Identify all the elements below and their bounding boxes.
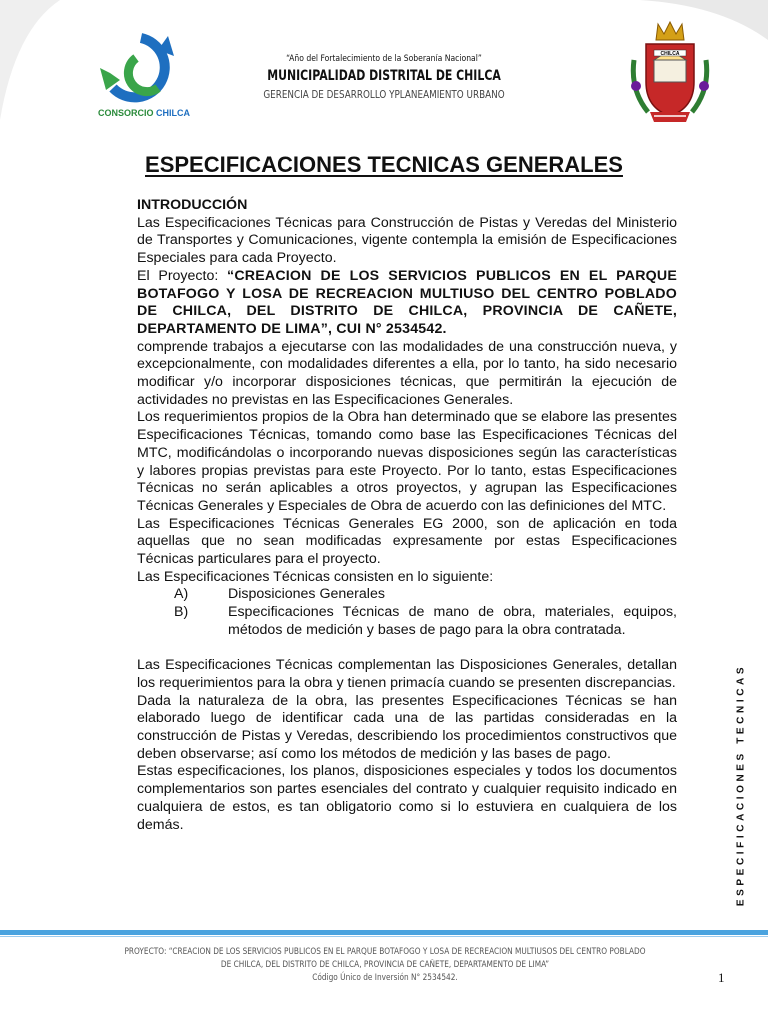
logo-wordmark: CONSORCIO CHILCA xyxy=(98,108,191,118)
document-title: ESPECIFICACIONES TECNICAS GENERALES xyxy=(145,152,623,177)
list-item xyxy=(137,586,677,604)
footer-project-line-2: DE CHILCA, DEL DISTRITO DE CHILCA, PROVINCIA DE CAÑETE, DEPARTAMENTO DE LIMA” xyxy=(220,960,550,970)
page-footer xyxy=(60,946,710,985)
list-key: B) xyxy=(174,604,189,621)
list-key: A) xyxy=(174,586,189,603)
list-text: Disposiciones Generales xyxy=(228,586,385,603)
vertical-side-label xyxy=(733,663,749,907)
footer-cui: Código Único de Inversión N° 2534542. xyxy=(312,973,458,983)
paragraph-1: Las Especificaciones Técnicas para Construcción de Pistas y Veredas del Ministerio de Transportes y Comunicaciones, vigente contempla la emisión de Especificaciones Especiales para cada Proyecto. xyxy=(137,214,677,267)
paragraph-6: Las Especificaciones Técnicas complementan las Disposiciones Generales, detallan los requerimientos para la obra y tienen primacía cuando se presenten discrepancias. xyxy=(137,657,677,691)
section-heading: INTRODUCCIÓN xyxy=(137,197,248,213)
paragraph-2: comprende trabajos a ejecutarse con las modalidades de una construcción nueva, y excepcionalmente, con modalidades diferentes a ella, por lo tanto, ha sido necesario modificar y/o incorporar disposiciones técnicas, que permitirán la ejecución de actividades no previstas en las Especificaciones Generales. xyxy=(137,338,677,408)
spacer xyxy=(137,640,677,658)
municipality-name: MUNICIPALIDAD DISTRITAL DE CHILCA xyxy=(267,68,501,84)
paragraph-5: Las Especificaciones Técnicas consisten en lo siguiente: xyxy=(137,568,494,585)
document-body xyxy=(137,197,677,834)
footer-divider xyxy=(0,930,768,935)
paragraph-4: Las Especificaciones Técnicas Generales EG 2000, son de aplicación en toda aquellas que no sean modificadas expresamente por estas Especificaciones Técnicas particulares para el proyecto. xyxy=(137,515,677,568)
footer-divider-thin xyxy=(0,936,768,937)
list-item xyxy=(137,604,677,639)
project-prefix: El Proyecto: xyxy=(137,267,228,284)
paragraph-3: Los requerimientos propios de la Obra han determinado que se elabore las presentes Especificaciones Técnicas, tomando como base las Especificaciones Técnicas del MTC, modificándolas o incorporando nuevas disposiciones según las características y labores propias previstas para este Proyecto. Por lo tanto, estas Especificaciones Técnicas no serán aplicables a otros proyectos, y agrupan las Especificaciones Técnicas Generales y Especiales de Obra de acuerdo con las definiciones del MTC. xyxy=(137,409,677,514)
project-statement xyxy=(137,268,677,339)
crest-label: CHILCA xyxy=(660,51,680,57)
page-number: 1 xyxy=(718,970,725,985)
list-text: Especificaciones Técnicas de mano de obra, materiales, equipos, métodos de medición y bases de pago para la obra contratada. xyxy=(228,604,677,638)
footer-project-line-1: PROYECTO: “CREACION DE LOS SERVICIOS PUBLICOS EN EL PARQUE BOTAFOGO Y LOSA DE RECREACION MULTIUSOS DEL CENTRO POBLADO xyxy=(124,947,646,957)
department-name: GERENCIA DE DESARROLLO YPLANEAMIENTO URBANO xyxy=(263,88,505,101)
project-name: “CREACION DE LOS SERVICIOS PUBLICOS EN EL PARQUE BOTAFOGO Y LOSA DE RECREACION MULTIUSO DEL CENTRO POBLADO DE CHILCA, DEL DISTRITO DE CHILCA, PROVINCIA DE CAÑETE, DEPARTAMENTO DE LIMA”, CUI N° 2534542. xyxy=(137,267,677,337)
page-header xyxy=(0,0,768,140)
paragraph-7: Dada la naturaleza de la obra, las presentes Especificaciones Técnicas se han elaborado luego de identificar cada una de las partidas consideradas en la construcción de Pistas y Veredas, describiendo los procedimientos constructivos que deben observarse; así como los métodos de medición y las bases de pago. xyxy=(137,692,677,762)
paragraph-8: Estas especificaciones, los planos, disposiciones especiales y todos los documentos complementarios son partes esenciales del contrato y cualquier requisito indicado en cualquiera de estos, es tan obligatorio como si lo estuviera en cualquiera de los demás. xyxy=(137,763,677,833)
side-label-text: ESPECIFICACIONES TECNICAS xyxy=(735,663,747,907)
national-motto: “Año del Fortalecimiento de la Soberanía Nacional” xyxy=(286,54,482,64)
